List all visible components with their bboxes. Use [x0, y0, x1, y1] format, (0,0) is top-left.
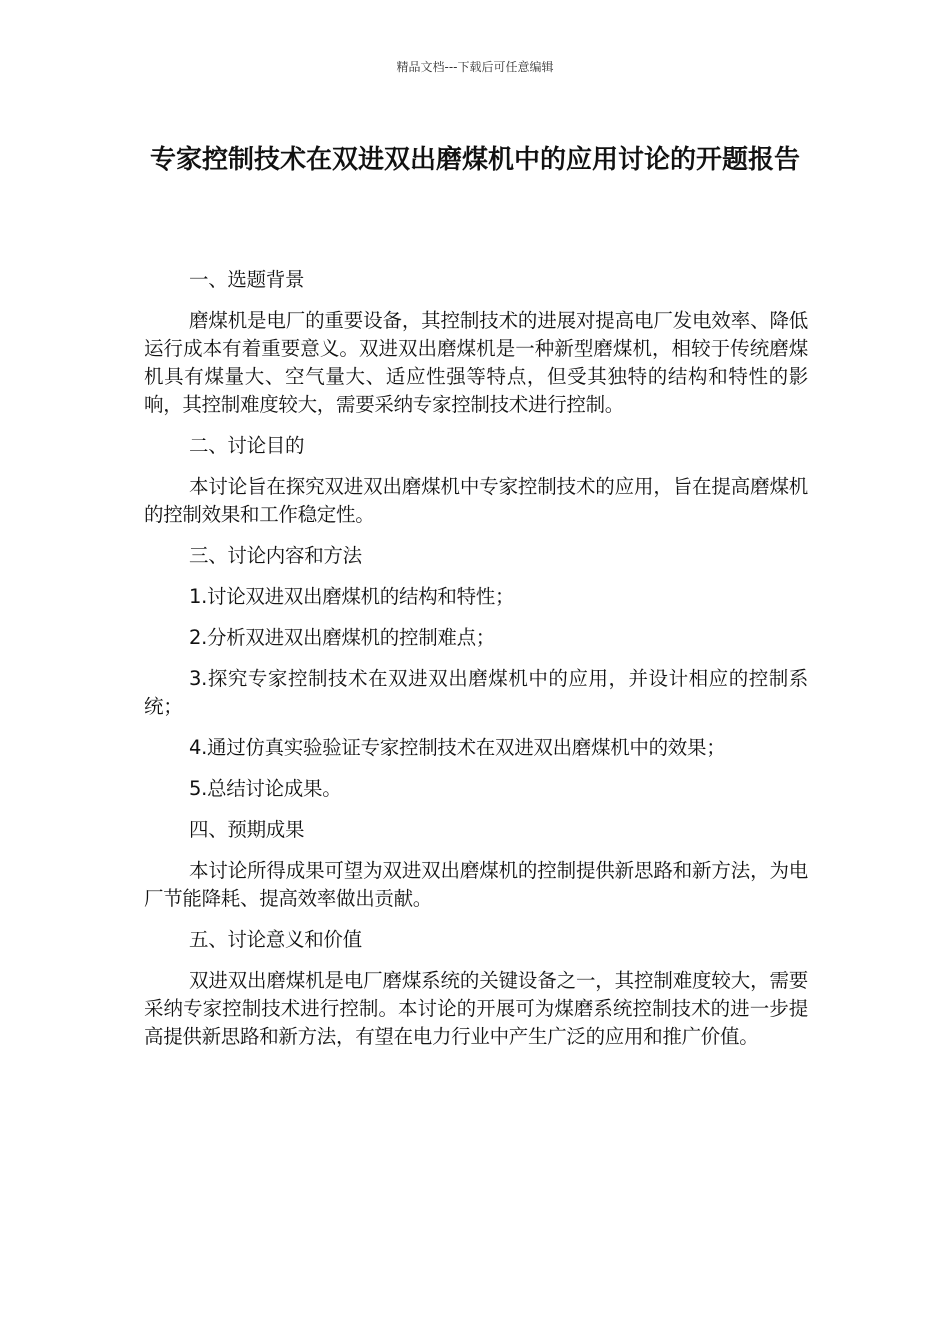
section-heading-purpose: 二、讨论目的: [189, 434, 305, 457]
section-heading-significance: 五、讨论意义和价值: [189, 928, 362, 951]
list-item-5: 5.总结讨论成果。: [189, 777, 342, 800]
list-item-1: 1.讨论双进双出磨煤机的结构和特性；: [189, 585, 515, 608]
document-body: [144, 266, 808, 1064]
header-note: 精品文档---下载后可任意编辑: [396, 60, 554, 74]
paragraph-expected-results: 本讨论所得成果可望为双进双出磨煤机的控制提供新思路和新方法，为电厂节能降耗、提高效率做出贡献。: [144, 859, 808, 910]
list-item-4: 4.通过仿真实验验证专家控制技术在双进双出磨煤机中的效果；: [189, 736, 726, 759]
list-item-2: 2.分析双进双出磨煤机的控制难点；: [189, 626, 496, 649]
list-item-3: 3.探究专家控制技术在双进双出磨煤机中的应用，并设计相应的控制系统；: [144, 667, 808, 718]
paragraph-purpose: 本讨论旨在探究双进双出磨煤机中专家控制技术的应用，旨在提高磨煤机的控制效果和工作稳定性。: [144, 475, 808, 526]
section-heading-expected-results: 四、预期成果: [189, 818, 305, 841]
paragraph-significance: 双进双出磨煤机是电厂磨煤系统的关键设备之一，其控制难度较大，需要采纳专家控制技术进行控制。本讨论的开展可为煤磨系统控制技术的进一步提高提供新思路和新方法，有望在电力行业中产生广泛的应用和推广价值。: [144, 969, 808, 1048]
section-heading-content-methods: 三、讨论内容和方法: [189, 544, 362, 567]
paragraph-background: 磨煤机是电厂的重要设备，其控制技术的进展对提高电厂发电效率、降低运行成本有着重要意义。双进双出磨煤机是一种新型磨煤机，相较于传统磨煤机具有煤量大、空气量大、适应性强等特点，但受其独特的结构和特性的影响，其控制难度较大，需要采纳专家控制技术进行控制。: [144, 309, 808, 416]
section-heading-background: 一、选题背景: [189, 268, 305, 291]
document-title: 专家控制技术在双进双出磨煤机中的应用讨论的开题报告: [149, 145, 800, 175]
